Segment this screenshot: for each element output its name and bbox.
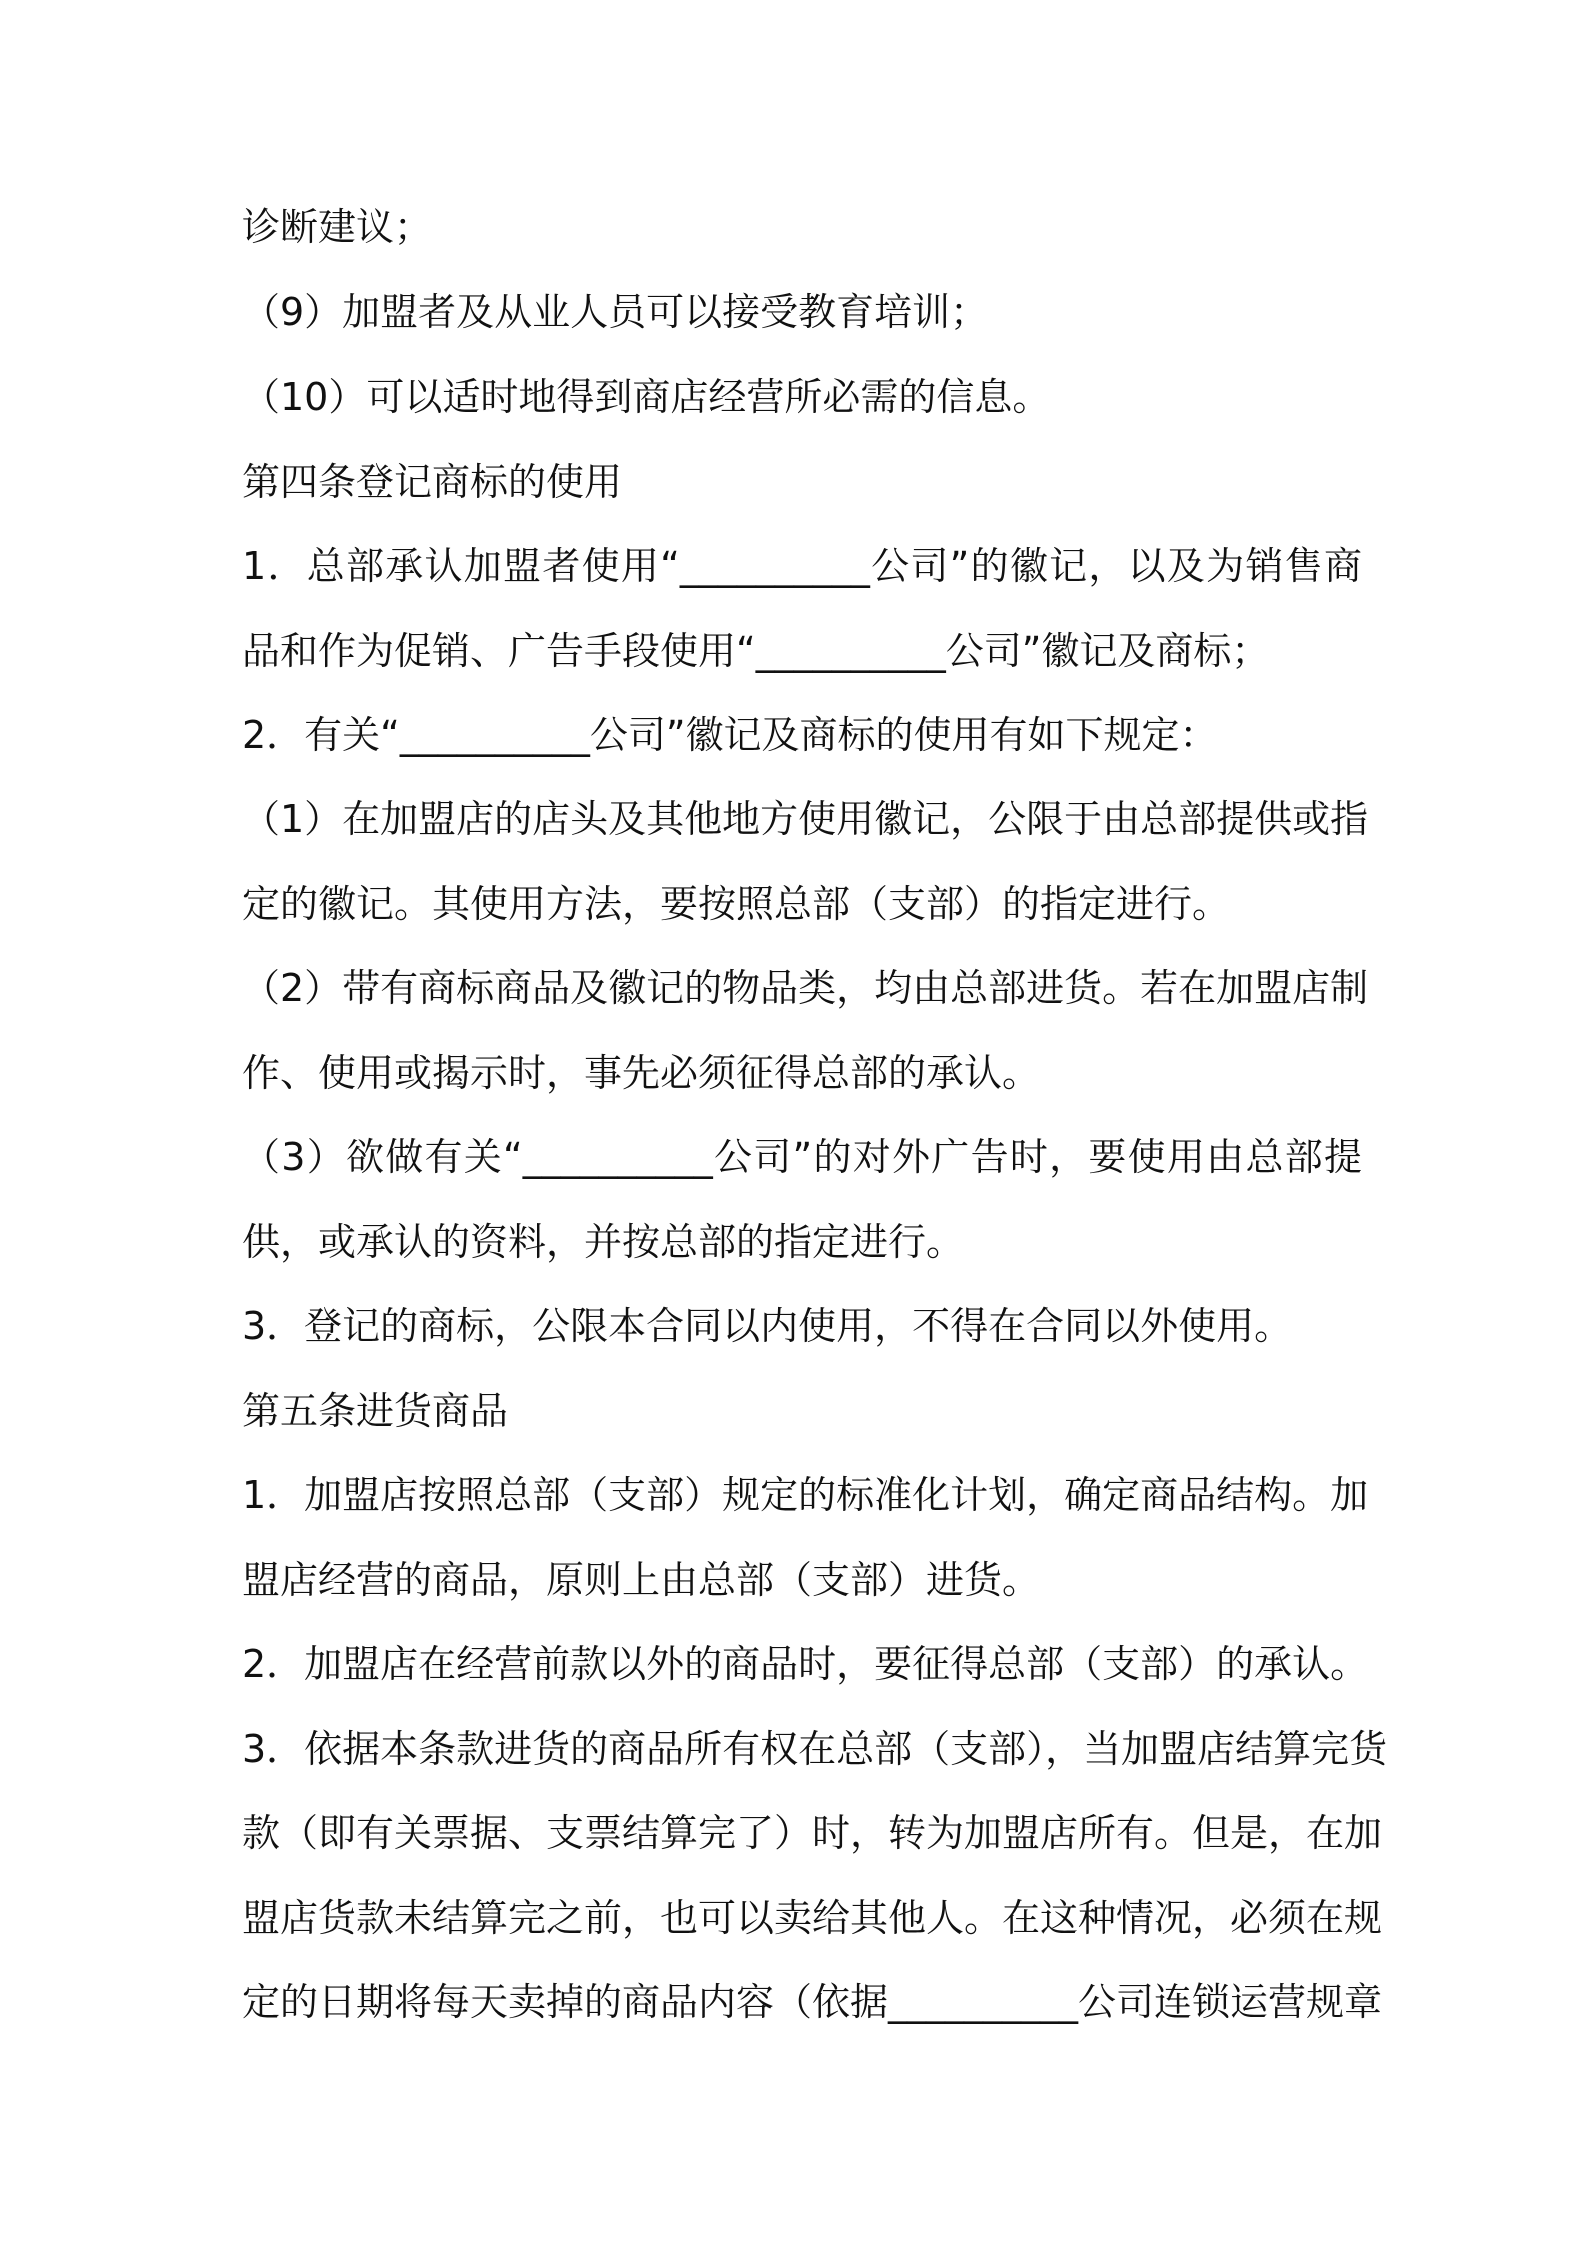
text-line: 定的日期将每天卖掉的商品内容（依据__________公司连锁运营规章: [242, 1980, 1383, 2024]
text-line: 盟店经营的商品，原则上由总部（支部）进货。: [242, 1558, 1041, 1602]
text-line: 1．总部承认加盟者使用“__________公司”的徽记，以及为销售商: [242, 544, 1362, 588]
text-line: 1．加盟店按照总部（支部）规定的标准化计划，确定商品结构。加: [242, 1473, 1369, 1517]
text-line: 2．有关“__________公司”徽记及商标的使用有如下规定：: [242, 713, 1218, 757]
text-line: 3．登记的商标，公限本合同以内使用，不得在合同以外使用。: [242, 1304, 1293, 1348]
list-item: （9）加盟者及从业人员可以接受教育培训；: [242, 290, 989, 334]
list-item: （3）欲做有关“__________公司”的对外广告时，要使用由总部提: [242, 1135, 1362, 1179]
text-line: 作、使用或揭示时，事先必须征得总部的承认。: [242, 1051, 1041, 1095]
list-item: （1）在加盟店的店头及其他地方使用徽记，公限于由总部提供或指: [242, 797, 1369, 841]
text-line: 供，或承认的资料，并按总部的指定进行。: [242, 1220, 965, 1264]
text-line: 3．依据本条款进货的商品所有权在总部（支部），当加盟店结算完货: [242, 1727, 1388, 1771]
section-heading: 第四条登记商标的使用: [242, 460, 623, 504]
text-line: 2．加盟店在经营前款以外的商品时，要征得总部（支部）的承认。: [242, 1642, 1369, 1686]
list-item: （10）可以适时地得到商店经营所必需的信息。: [242, 375, 1051, 419]
section-heading: 第五条进货商品: [242, 1389, 509, 1433]
list-item: （2）带有商标商品及徽记的物品类，均由总部进货。若在加盟店制: [242, 966, 1369, 1010]
text-line: 品和作为促销、广告手段使用“__________公司”徽记及商标；: [242, 629, 1270, 673]
text-line: 盟店货款未结算完之前，也可以卖给其他人。在这种情况，必须在规: [242, 1896, 1383, 1940]
text-line: 款（即有关票据、支票结算完了）时，转为加盟店所有。但是，在加: [242, 1811, 1383, 1855]
text-line: 定的徽记。其使用方法，要按照总部（支部）的指定进行。: [242, 882, 1231, 926]
text-line: 诊断建议；: [242, 205, 433, 249]
